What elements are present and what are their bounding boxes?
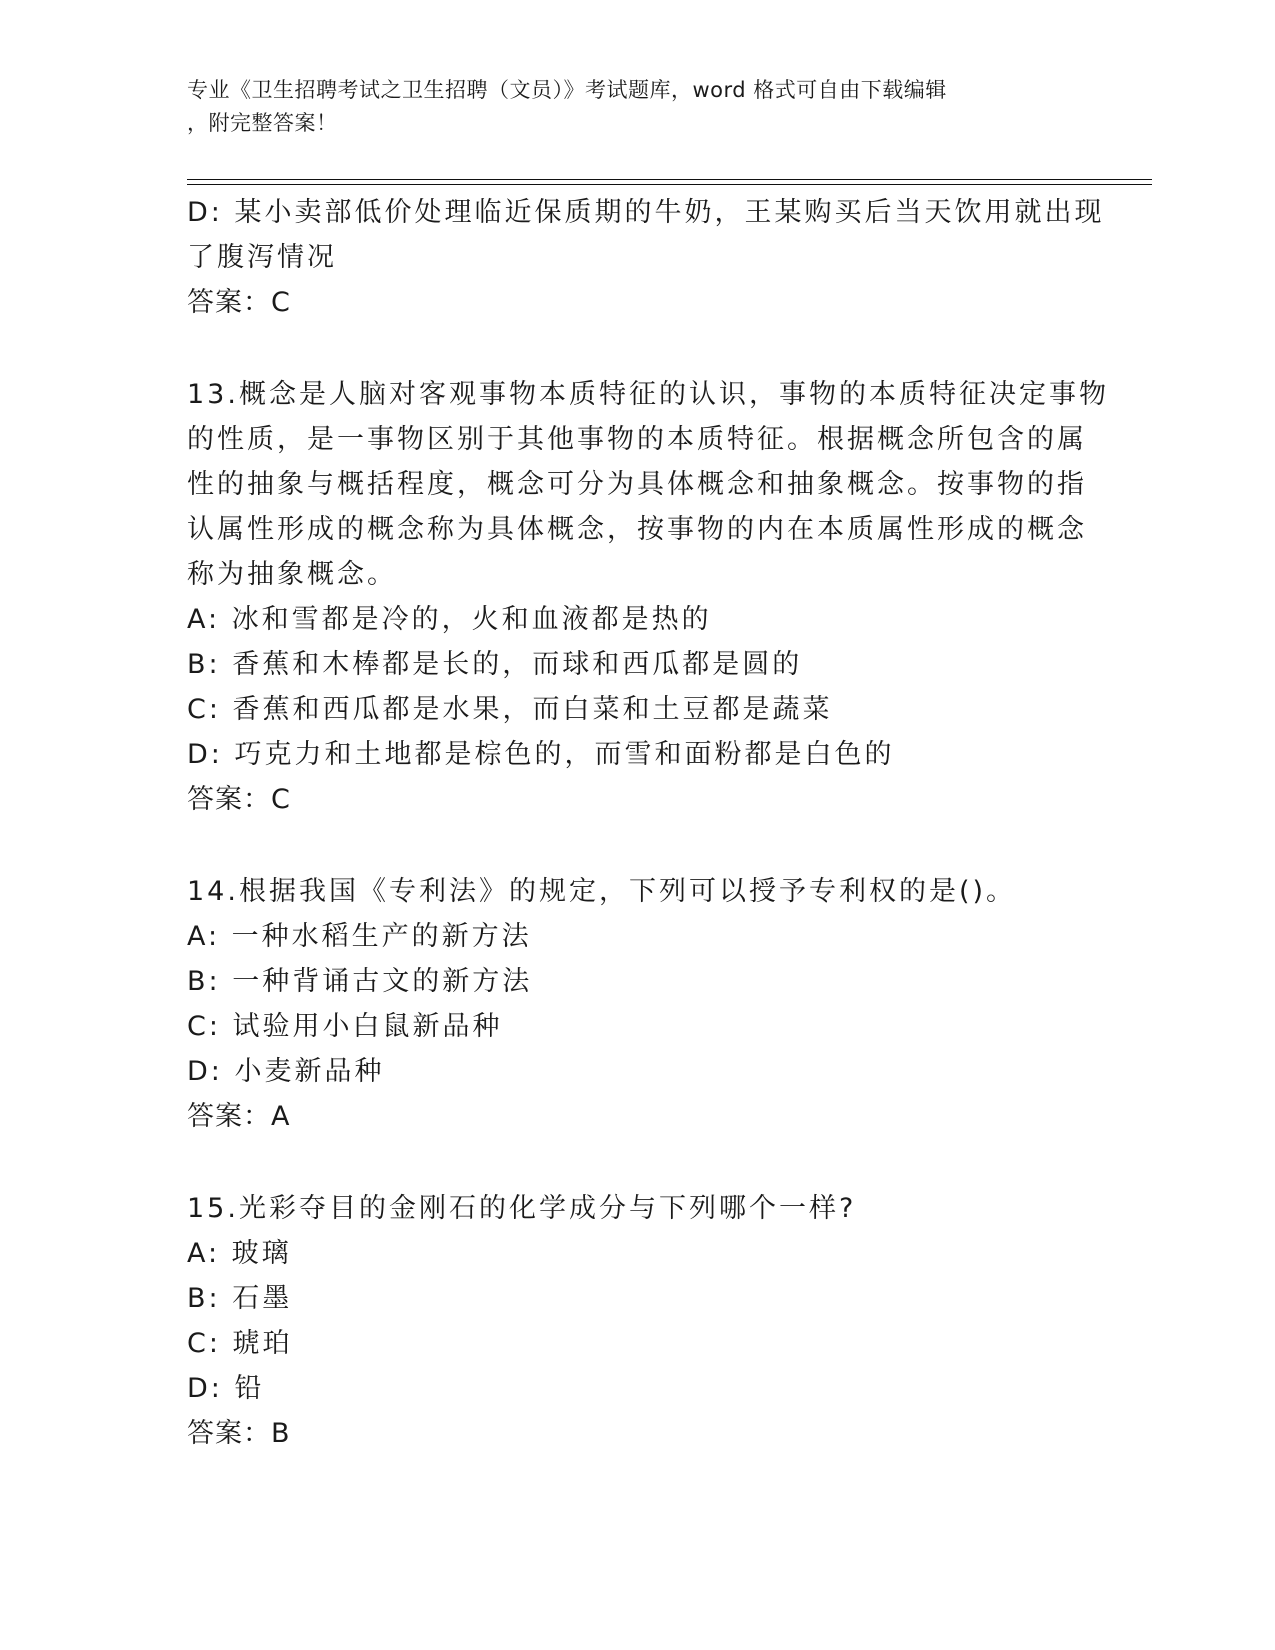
q12-option-d-line-1: D: 某小卖部低价处理临近保质期的牛奶，王某购买后当天饮用就出现 xyxy=(187,197,1105,228)
q13-option-c: C: 香蕉和西瓜都是水果，而白菜和土豆都是蔬菜 xyxy=(187,694,833,725)
q13-stem-line-5: 称为抽象概念。 xyxy=(187,559,397,590)
q14-option-c: C: 试验用小白鼠新品种 xyxy=(187,1011,503,1042)
header-divider-bottom xyxy=(187,184,1152,185)
q14-answer: 答案：A xyxy=(187,1101,291,1132)
q13-stem-line-2: 的性质，是一事物区别于其他事物的本质特征。根据概念所包含的属 xyxy=(187,424,1087,455)
q15-option-d: D: 铅 xyxy=(187,1373,265,1404)
q13-stem-line-3: 性的抽象与概括程度，概念可分为具体概念和抽象概念。按事物的指 xyxy=(187,469,1087,500)
question-list xyxy=(187,190,1109,1456)
document-header xyxy=(187,74,1067,140)
q12-answer: 答案：C xyxy=(187,287,291,318)
spacer xyxy=(187,1139,1087,1186)
q13-option-d: D: 巧克力和土地都是棕色的，而雪和面粉都是白色的 xyxy=(187,739,895,770)
header-line-1: 专业《卫生招聘考试之卫生招聘（文员）》考试题库，word 格式可自由下载编辑 xyxy=(187,78,947,102)
q14-stem: 14.根据我国《专利法》的规定，下列可以授予专利权的是()。 xyxy=(187,876,1017,907)
header-line-2: ，附完整答案！ xyxy=(187,111,338,135)
q14-option-b: B: 一种背诵古文的新方法 xyxy=(187,966,533,997)
spacer xyxy=(187,325,1087,372)
q15-answer: 答案：B xyxy=(187,1418,291,1449)
q15-option-a: A: 玻璃 xyxy=(187,1238,292,1269)
question-14 xyxy=(187,869,1087,1139)
q14-option-a: A: 一种水稻生产的新方法 xyxy=(187,921,532,952)
question-13 xyxy=(187,372,1109,822)
header-divider-top xyxy=(187,179,1152,180)
question-12-tail xyxy=(187,190,1105,325)
q15-option-b: B: 石墨 xyxy=(187,1283,293,1314)
question-15 xyxy=(187,1186,1087,1456)
q14-option-d: D: 小麦新品种 xyxy=(187,1056,385,1087)
q15-stem: 15.光彩夺目的金刚石的化学成分与下列哪个一样? xyxy=(187,1193,857,1224)
q13-stem-line-4: 认属性形成的概念称为具体概念，按事物的内在本质属性形成的概念 xyxy=(187,514,1087,545)
q15-option-c: C: 琥珀 xyxy=(187,1328,293,1359)
q13-stem-line-1: 13.概念是人脑对客观事物本质特征的认识，事物的本质特征决定事物 xyxy=(187,379,1109,410)
spacer xyxy=(187,822,1087,869)
q13-option-b: B: 香蕉和木棒都是长的，而球和西瓜都是圆的 xyxy=(187,649,803,680)
q13-answer: 答案：C xyxy=(187,784,291,815)
q12-option-d-line-2: 了腹泻情况 xyxy=(187,242,337,273)
q13-option-a: A: 冰和雪都是冷的，火和血液都是热的 xyxy=(187,604,712,635)
